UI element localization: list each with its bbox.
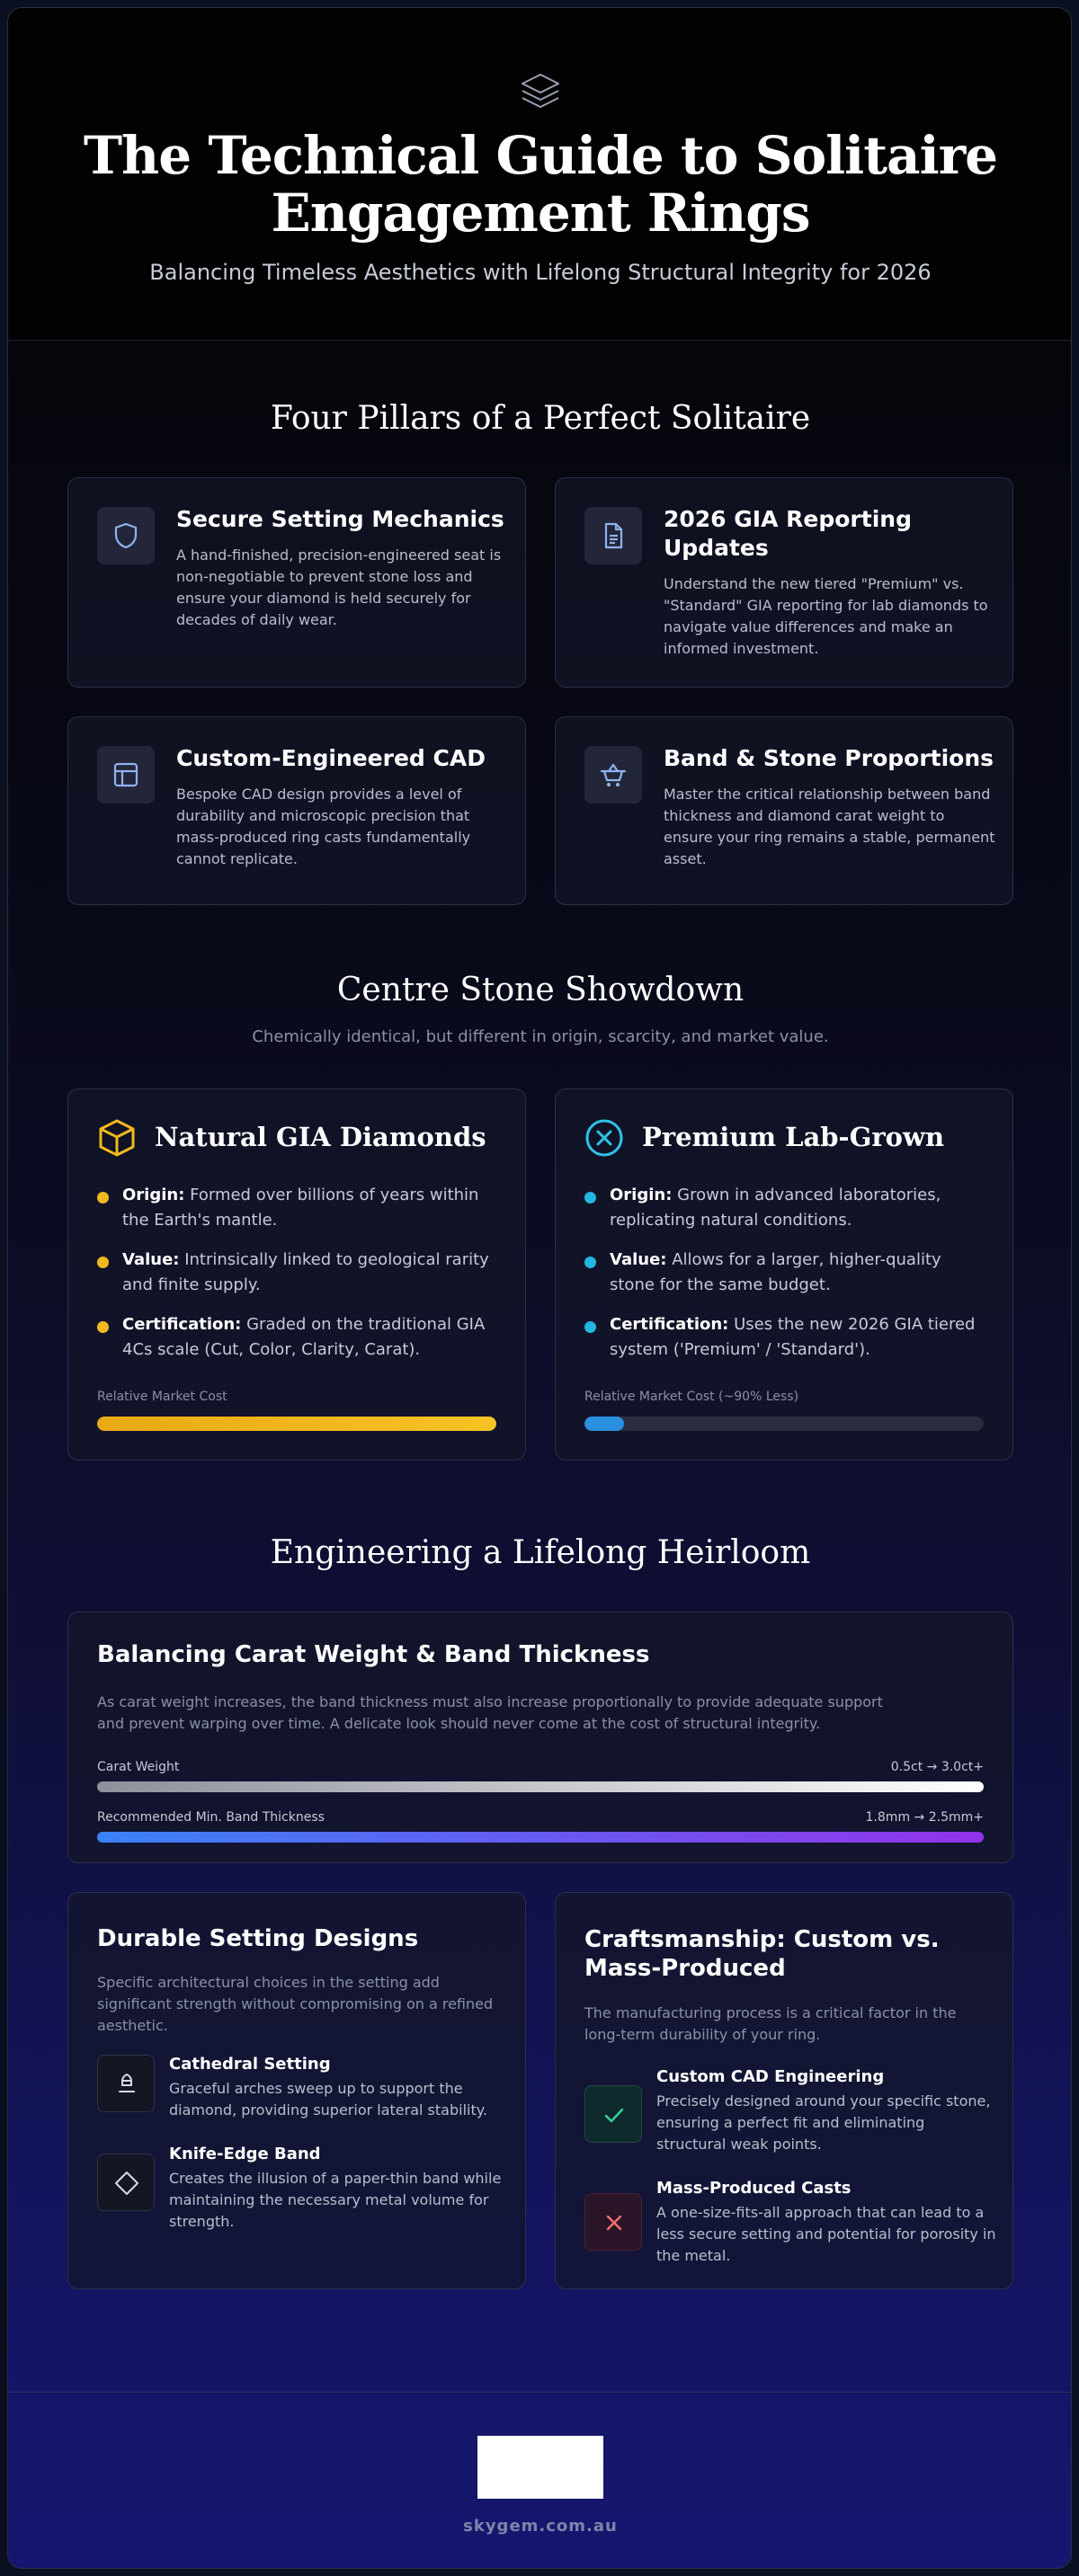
lab-grown-card bbox=[555, 1088, 1013, 1461]
balance-text: As carat weight increases, the band thickness must also increase proportionally to provide adequate support and prevent warping over time. A delicate look should never come at the cost of structural integrity. bbox=[97, 1693, 883, 1732]
list-item: Certification: Uses the new 2026 GIA tiered system ('Premium' / 'Standard'). bbox=[584, 1312, 980, 1363]
list-item: Certification: Graded on the traditional GIA 4Cs scale (Cut, Color, Clarity, Carat). bbox=[97, 1312, 493, 1363]
pillar-text: Understand the new tiered "Premium" vs. "Standard" GIA reporting for lab diamonds to navigate value differences and make an informed investment. bbox=[664, 575, 988, 657]
balance-title: Balancing Carat Weight & Band Thickness bbox=[97, 1641, 650, 1668]
durable-text: Specific architectural choices in the setting add significant strength without compromising on a refined aesthetic. bbox=[97, 1974, 494, 2034]
brand-logo bbox=[477, 2436, 603, 2499]
diamond-outline-icon bbox=[114, 2171, 139, 2196]
engineering-section-title: Engineering a Lifelong Heirloom bbox=[270, 1534, 811, 1571]
balance-card bbox=[67, 1612, 1013, 1863]
cost-bar-fill bbox=[584, 1417, 624, 1431]
feature-text: Precisely designed around your specific stone, ensuring a perfect fit and eliminating structural weak points. bbox=[656, 2092, 991, 2153]
feature-text: A one-size-fits-all approach that can lead to a less secure setting and potential for porosity in the metal. bbox=[656, 2204, 996, 2264]
feature-title: Cathedral Setting bbox=[169, 2055, 331, 2074]
pillar-text: Bespoke CAD design provides a level of durability and microscopic precision that mass-produced ring casts fundamentally cannot replicate. bbox=[176, 786, 471, 867]
cathedral-icon bbox=[114, 2072, 139, 2097]
hero-header bbox=[8, 8, 1072, 341]
feature-text: Graceful arches sweep up to support the diamond, providing superior lateral stability. bbox=[169, 2080, 488, 2119]
footer-site-link[interactable]: skygem.com.au bbox=[463, 2517, 618, 2536]
carat-range: 0.5ct → 3.0ct+ bbox=[890, 1760, 984, 1774]
pillar-card-secure-setting bbox=[67, 477, 526, 688]
natural-diamond-card bbox=[67, 1088, 526, 1461]
pillar-title: 2026 GIA Reporting Updates bbox=[664, 506, 912, 561]
band-scale-bar bbox=[97, 1832, 984, 1843]
layout-icon bbox=[111, 760, 140, 789]
document-icon bbox=[599, 521, 628, 550]
craftsmanship-card bbox=[555, 1892, 1013, 2289]
craft-title: Craftsmanship: Custom vs. Mass-Produced bbox=[584, 1926, 940, 1982]
shield-icon bbox=[111, 521, 140, 550]
band-range: 1.8mm → 2.5mm+ bbox=[865, 1810, 984, 1825]
durable-settings-card bbox=[67, 1892, 526, 2289]
pillar-text: A hand-finished, precision-engineered seat is non-negotiable to prevent stone loss and ensure your diamond is held securely for decades of daily wear. bbox=[176, 546, 502, 628]
pillar-title: Custom-Engineered CAD bbox=[176, 745, 486, 771]
band-label: Recommended Min. Band Thickness bbox=[97, 1810, 325, 1825]
page-subtitle: Balancing Timeless Aesthetics with Lifelong Structural Integrity for 2026 bbox=[149, 260, 932, 285]
feature-title: Custom CAD Engineering bbox=[656, 2067, 885, 2086]
x-icon bbox=[602, 2210, 627, 2235]
pillar-card-proportions bbox=[555, 716, 1013, 905]
feature-title: Knife-Edge Band bbox=[169, 2145, 321, 2163]
natural-card-title: Natural GIA Diamonds bbox=[155, 1122, 486, 1152]
showdown-subtitle: Chemically identical, but different in origin, scarcity, and market value. bbox=[252, 1027, 829, 1046]
carat-scale-bar bbox=[97, 1781, 984, 1792]
cost-bar bbox=[97, 1417, 496, 1431]
page-footer bbox=[8, 2392, 1072, 2569]
list-item: Origin: Formed over billions of years within the Earth's mantle. bbox=[97, 1183, 493, 1233]
list-item: Origin: Grown in advanced laboratories, replicating natural conditions. bbox=[584, 1183, 980, 1233]
page-title: The Technical Guide to Solitaire Engagement Rings bbox=[83, 125, 998, 244]
layers-icon bbox=[519, 69, 562, 112]
page-frame bbox=[7, 7, 1072, 2569]
pillar-card-custom-cad bbox=[67, 716, 526, 905]
pillar-title: Secure Setting Mechanics bbox=[176, 506, 504, 532]
circle-x-icon bbox=[584, 1118, 624, 1158]
carat-label: Carat Weight bbox=[97, 1760, 180, 1774]
cost-bar bbox=[584, 1417, 984, 1431]
cost-label: Relative Market Cost (~90% Less) bbox=[584, 1390, 799, 1404]
cost-label: Relative Market Cost bbox=[97, 1390, 227, 1404]
pillars-section-title: Four Pillars of a Perfect Solitaire bbox=[270, 400, 811, 437]
check-icon bbox=[602, 2102, 627, 2127]
natural-points-list bbox=[97, 1183, 493, 1377]
list-item: Value: Intrinsically linked to geological rarity and finite supply. bbox=[97, 1248, 493, 1298]
list-item: Value: Allows for a larger, higher-quality stone for the same budget. bbox=[584, 1248, 980, 1298]
craft-text: The manufacturing process is a critical factor in the long-term durability of your ring. bbox=[584, 2004, 957, 2043]
pillar-text: Master the critical relationship between band thickness and diamond carat weight to ensure your ring remains a stable, permanent asset. bbox=[664, 786, 995, 867]
showdown-section-title: Centre Stone Showdown bbox=[336, 972, 745, 1008]
cube-icon bbox=[97, 1118, 137, 1158]
durable-title: Durable Setting Designs bbox=[97, 1925, 419, 1952]
lab-card-title: Premium Lab-Grown bbox=[642, 1122, 945, 1152]
feature-text: Creates the illusion of a paper-thin band while maintaining the necessary metal volume for strength. bbox=[169, 2170, 502, 2230]
cost-bar-fill bbox=[97, 1417, 496, 1431]
lab-points-list bbox=[584, 1183, 980, 1377]
pillar-title: Band & Stone Proportions bbox=[664, 745, 994, 771]
feature-title: Mass-Produced Casts bbox=[656, 2179, 852, 2198]
pillar-card-gia-reporting bbox=[555, 477, 1013, 688]
balance-icon bbox=[599, 760, 628, 789]
